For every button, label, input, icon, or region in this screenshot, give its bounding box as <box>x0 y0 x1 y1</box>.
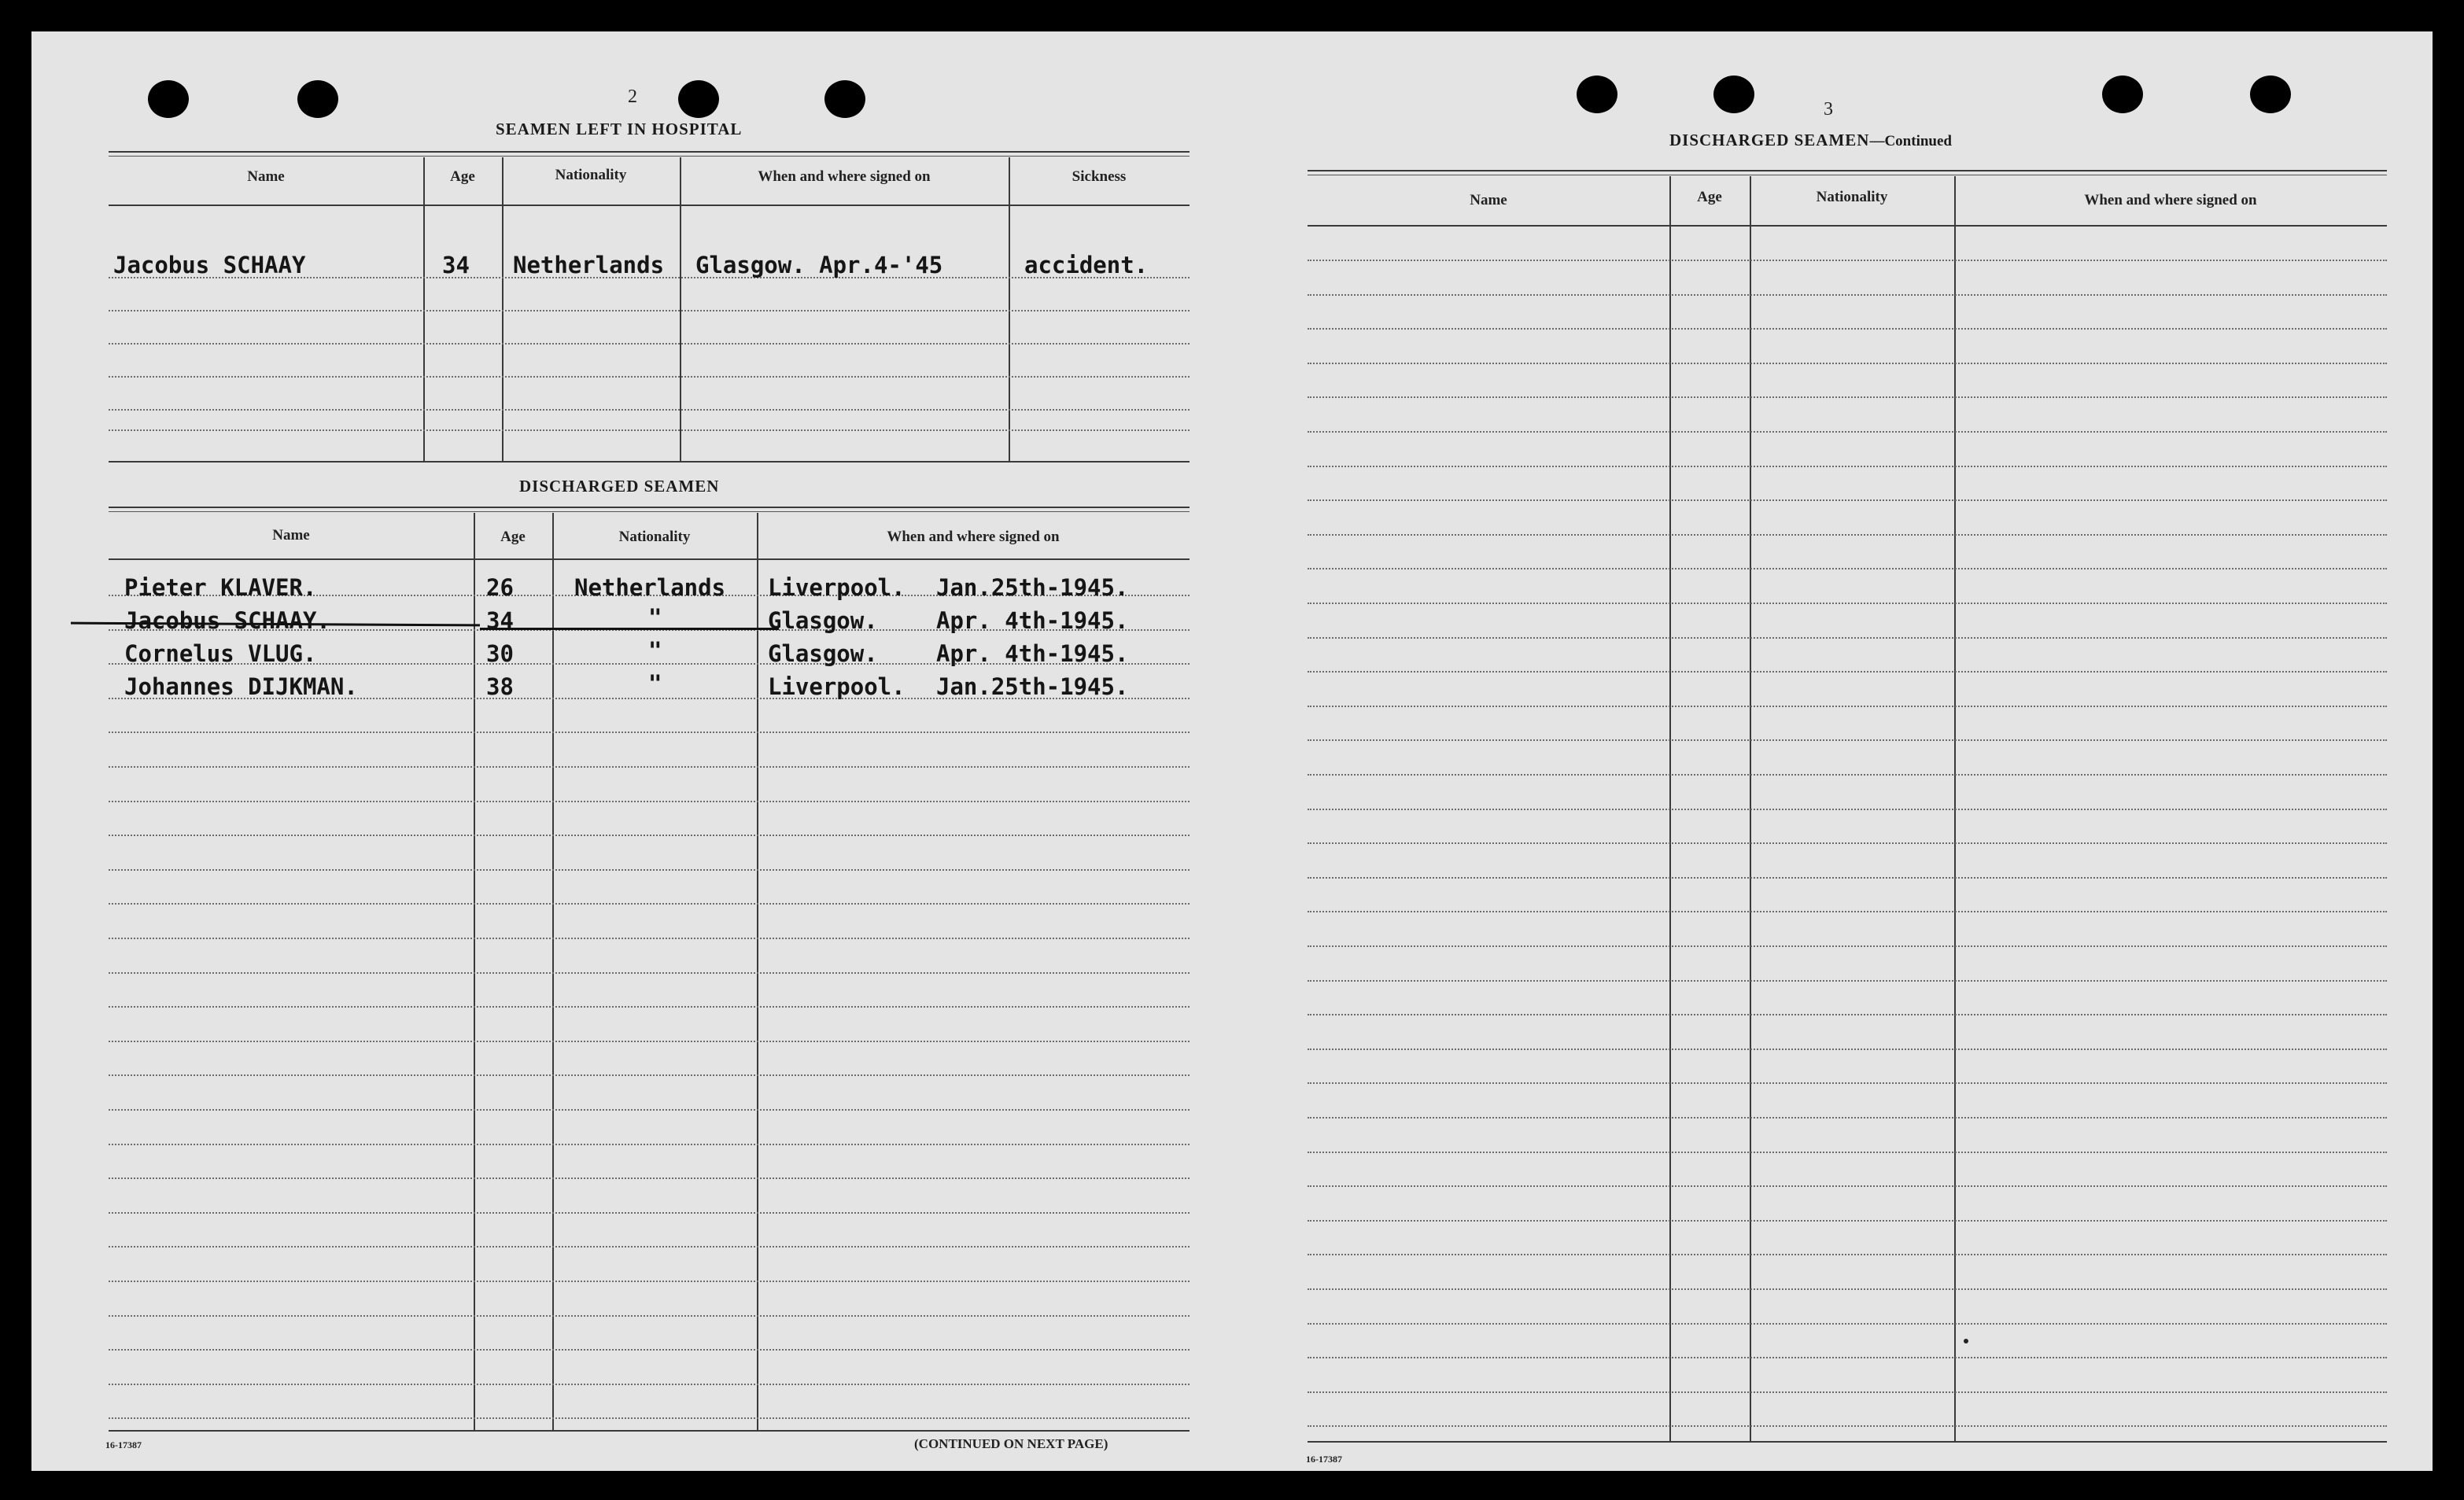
ruled-line <box>1308 1220 2387 1222</box>
table-row-name: Jacobus SCHAAY. <box>124 607 330 634</box>
punch-hole <box>2250 76 2291 113</box>
discharged-header-signed-on: When and where signed on <box>887 529 1060 545</box>
hospital-header-age: Age <box>450 168 475 185</box>
right-title-suffix: —Continued <box>1869 133 1952 149</box>
table-row-age: 30 <box>486 640 514 667</box>
ruled-line <box>1308 363 2387 364</box>
hospital-row-age: 34 <box>442 252 470 278</box>
punch-hole <box>678 80 719 118</box>
table-row-nationality: " <box>648 637 662 664</box>
right-header-age: Age <box>1697 189 1722 205</box>
discharged-header-nationality: Nationality <box>618 529 691 545</box>
ruled-line <box>1308 328 2387 330</box>
table-row-place: Liverpool. <box>768 673 906 700</box>
ruled-line <box>1308 945 2387 947</box>
discharged-header-name: Name <box>272 527 310 544</box>
ruled-line <box>1308 1288 2387 1290</box>
ruled-line <box>1308 809 2387 810</box>
ruled-line <box>1308 396 2387 398</box>
ruled-line <box>1308 1323 2387 1325</box>
ruled-line <box>1308 1152 2387 1153</box>
ruled-line <box>1308 1185 2387 1187</box>
strikethrough-line <box>480 628 779 630</box>
hospital-row-name: Jacobus SCHAAY <box>113 252 306 278</box>
ruled-line <box>109 1349 1190 1351</box>
ruled-line <box>1308 1117 2387 1119</box>
ruled-line <box>1308 260 2387 261</box>
ruled-line <box>1308 1357 2387 1358</box>
right-header-signed-on: When and where signed on <box>2084 192 2257 208</box>
table-row-date: Apr. 4th-1945. <box>936 640 1129 667</box>
ruled-line <box>109 869 1190 871</box>
ruled-line <box>109 1074 1190 1076</box>
ruled-line <box>1308 568 2387 569</box>
ruled-line <box>1308 842 2387 844</box>
ruled-line <box>109 903 1190 905</box>
page-number: 2 <box>628 87 637 107</box>
ruled-line <box>109 1281 1190 1282</box>
form-number: 16-17387 <box>105 1439 142 1450</box>
ruled-line <box>1308 466 2387 467</box>
table-row-age: 38 <box>486 673 514 700</box>
right-title-main: DISCHARGED SEAMEN <box>1669 131 1870 149</box>
ruled-line <box>1308 294 2387 296</box>
table-row-place: Glasgow. <box>768 640 878 667</box>
ruled-line <box>109 732 1190 733</box>
punch-hole <box>2102 76 2143 113</box>
ruled-line <box>1308 980 2387 982</box>
ruled-line <box>109 1315 1190 1317</box>
ruled-line <box>1308 877 2387 879</box>
ruled-line <box>109 1006 1190 1008</box>
table-row-place: Liverpool. <box>768 574 906 601</box>
ruled-line <box>109 1417 1190 1419</box>
ruled-line <box>1308 603 2387 604</box>
table-row-nationality: Netherlands <box>574 574 726 601</box>
table-row-nationality: " <box>648 670 662 697</box>
ruled-line <box>109 766 1190 768</box>
hospital-section-title: SEAMEN LEFT IN HOSPITAL <box>496 120 743 138</box>
ruled-line <box>109 835 1190 836</box>
page-number: 3 <box>1824 99 1833 120</box>
table-row-age: 26 <box>486 574 514 601</box>
discharged-section-title: DISCHARGED SEAMEN <box>519 477 720 496</box>
table-row-name: Cornelus VLUG. <box>124 640 317 667</box>
discharged-header-age: Age <box>500 529 526 545</box>
ruled-line <box>1308 1014 2387 1015</box>
ruled-line <box>109 1246 1190 1248</box>
ruled-line <box>109 801 1190 802</box>
punch-hole <box>1713 76 1754 113</box>
table-row-place: Glasgow. <box>768 607 878 634</box>
hospital-header-name: Name <box>247 168 285 185</box>
punch-hole <box>1577 76 1617 113</box>
ruled-line <box>1308 431 2387 433</box>
ruled-line <box>1308 774 2387 776</box>
hospital-header-sickness: Sickness <box>1072 168 1127 185</box>
ruled-line <box>1308 1049 2387 1050</box>
punch-hole <box>297 80 338 118</box>
ruled-line <box>1308 671 2387 673</box>
ruled-line <box>109 972 1190 974</box>
right-section-title <box>1669 131 1952 150</box>
hospital-header-nationality: Nationality <box>555 167 627 183</box>
right-header-name: Name <box>1470 192 1507 208</box>
form-number: 16-17387 <box>1306 1454 1342 1465</box>
ruled-line <box>1308 499 2387 501</box>
ruled-line <box>1308 706 2387 707</box>
table-row-date: Apr. 4th-1945. <box>936 607 1129 634</box>
ruled-line <box>109 1041 1190 1042</box>
ruled-line <box>109 1178 1190 1179</box>
hospital-header-signed-on: When and where signed on <box>758 168 931 185</box>
continued-note: (CONTINUED ON NEXT PAGE) <box>914 1436 1108 1451</box>
table-row-name: Johannes DIJKMAN. <box>124 673 358 700</box>
hospital-row-signed-on: Glasgow. Apr.4-'45 <box>695 252 943 278</box>
ruled-line <box>109 1109 1190 1111</box>
hospital-row-nationality: Netherlands <box>513 252 665 278</box>
ruled-line <box>1308 534 2387 536</box>
ruled-line <box>1308 1391 2387 1393</box>
punch-hole <box>824 80 865 118</box>
table-row-age: 34 <box>486 607 514 634</box>
ruled-line <box>109 1144 1190 1145</box>
table-row-date: Jan.25th-1945. <box>936 574 1129 601</box>
table-row-nationality: " <box>648 604 662 631</box>
right-header-nationality: Nationality <box>1816 189 1888 205</box>
ruled-line <box>109 1212 1190 1214</box>
hospital-row-sickness: accident. <box>1024 252 1149 278</box>
ruled-line <box>1308 739 2387 741</box>
ruled-line <box>109 938 1190 939</box>
ruled-line <box>1308 1082 2387 1084</box>
punch-hole <box>148 80 189 118</box>
table-row-date: Jan.25th-1945. <box>936 673 1129 700</box>
table-row-name: Pieter KLAVER. <box>124 574 317 601</box>
ruled-line <box>109 1384 1190 1385</box>
ledger-sheet <box>31 31 2433 1471</box>
ruled-line <box>1308 1254 2387 1255</box>
ruled-line <box>1308 911 2387 912</box>
ruled-line <box>1308 637 2387 639</box>
ruled-line <box>1308 1425 2387 1427</box>
